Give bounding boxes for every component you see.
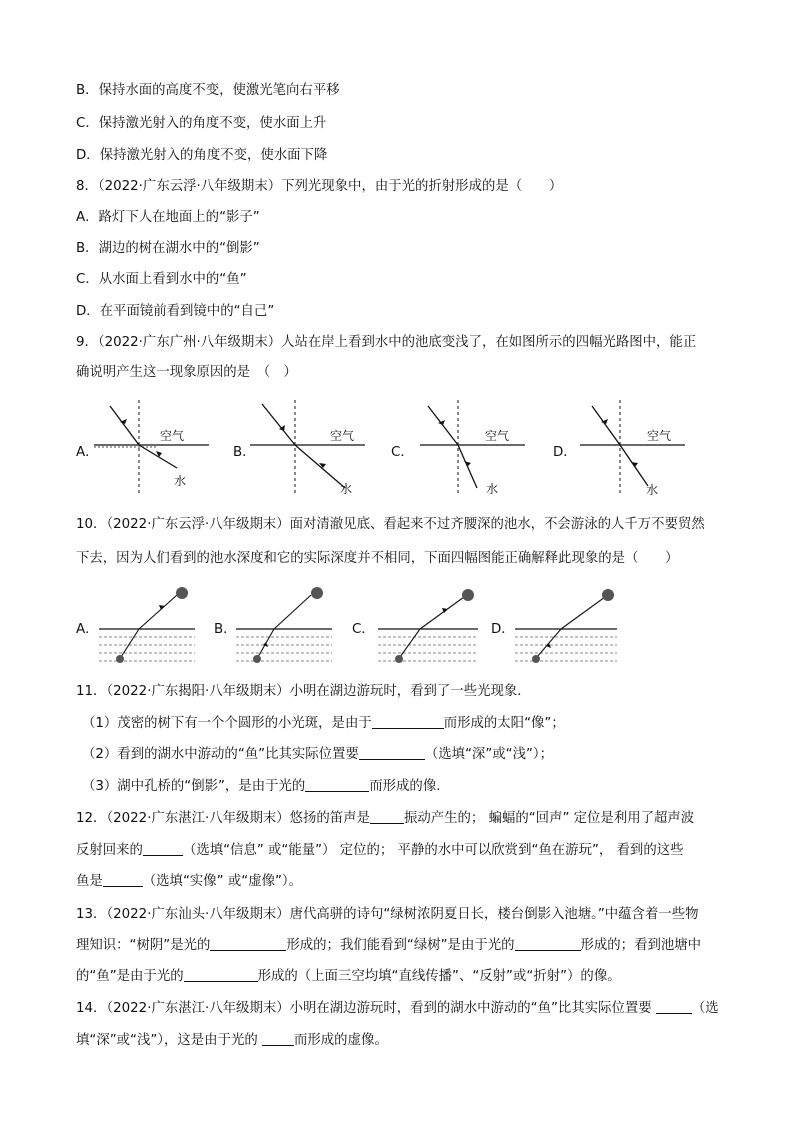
q9-stem-line1: 9．（2022·广东广州·八年级期末）人站在岸上看到水中的池底变浅了，在如图所示的四幅光路图中，能正 [76,335,697,350]
q14-line1-text-b: （选 [691,1001,719,1016]
q9-stem-line2: 确说明产生这一现象原因的是 （ ） [76,365,297,380]
q10-diagram-a [99,585,195,669]
q14-blank-2[interactable] [262,1031,294,1046]
q14-blank-1[interactable] [656,999,692,1014]
q14-line2 [76,1031,726,1051]
q13-line2 [76,936,726,956]
q13-line2-text-a: 理知识：“树阴”是光的 [76,938,211,953]
q11-part1 [82,714,732,734]
q8-option-b: B．湖边的树在湖水中的“倒影” [76,241,260,256]
q9-diagram-a [94,400,214,496]
q11-part1-text-b: 而形成的太阳“像”； [443,716,565,731]
q10-diagram-c [378,585,478,669]
q14-line1 [76,999,726,1019]
q13-blank-2[interactable] [515,936,581,951]
q12-line2-text-a: 反射回来的 [76,843,143,858]
q12-line3-text-a: 鱼是 [76,874,103,889]
q10-label-a: A． [76,622,99,637]
q14-line1-text-a: 14．（2022·广东湛江·八年级期末）小明在湖边游玩时，看到的湖水中游动的“鱼”比其实际位置要 [76,1001,652,1016]
q12-blank-2[interactable] [143,841,183,856]
q10-stem-line2: 下去，因为人们看到的池水深度和它的实际深度并不相同，下面四幅图能正确解释此现象的是（ ） [76,551,679,566]
q11-part2 [82,745,732,765]
q13-line1: 13．（2022·广东汕头·八年级期末）唐代高骈的诗句“绿树浓阴夏日长，楼台倒影入池塘。”中蕴含着一些物 [76,907,699,922]
q9-air-label-c: 空气 [485,429,510,443]
q9-air-label-b: 空气 [330,429,355,443]
q9-diagram-d [570,400,690,496]
q10-label-c: C． [352,622,375,637]
q10-label-d: D． [491,622,515,637]
q10-stem-line1: 10．（2022·广东云浮·八年级期末）面对清澈见底、看起来不过齐腰深的池水，不会游泳的人千万不要贸然 [76,517,705,532]
q9-diagram-c [410,400,530,496]
q11-part1-text-a: （1）茂密的树下有一个个圆形的小光斑，是由于 [82,716,372,731]
q9-air-label-d: 空气 [647,429,672,443]
q8-option-a: A．路灯下人在地面上的“影子” [76,210,260,225]
q13-blank-3[interactable] [184,967,258,982]
q8-stem: 8．（2022·广东云浮·八年级期末）下列光现象中，由于光的折射形成的是（ ） [76,179,563,194]
q11-blank-1[interactable] [372,714,444,729]
q11-part3 [82,777,732,797]
q11-blank-2[interactable] [359,745,425,760]
q10-diagram-d [515,585,617,669]
q9-water-label-d: 水 [646,483,659,497]
q9-label-a: A． [76,445,99,460]
q9-label-c: C． [391,445,414,460]
q12-line1-text-b: 振动产生的； 蝙蝠的“回声” 定位是利用了超声波 [403,811,695,826]
q13-line3-text-a: 的“鱼”是由于光的 [76,969,184,984]
q12-line2 [76,841,726,861]
q13-line3 [76,967,726,987]
q11-part2-text-a: （2）看到的湖水中游动的“鱼”比其实际位置要 [82,747,359,762]
q11-part3-text-b: 而形成的像. [369,779,441,794]
q12-line1-text-a: 12．（2022·广东湛江·八年级期末）悠扬的笛声是 [76,811,370,826]
q9-label-b: B． [233,445,256,460]
q8-option-d: D．在平面镜前看到镜中的“自己” [76,304,275,319]
q12-blank-1[interactable] [370,809,404,824]
q11-part3-text-a: （3）湖中孔桥的“倒影”，是由于光的 [82,779,306,794]
q8-option-c: C．从水面上看到水中的“鱼” [76,272,247,287]
q14-line2-text-a: 填“深”或“浅”），这是由于光的 [76,1033,258,1048]
q13-blank-1[interactable] [210,936,286,951]
q13-line2-text-c: 形成的；看到池塘中 [580,938,702,953]
q7-option-c: C．保持激光射入的角度不变，使水面上升 [76,116,327,131]
q13-line3-text-b: 形成的（上面三空均填“直线传播”、“反射”或“折射”）的像。 [257,969,621,984]
q11-part2-text-b: （选填“深”或“浅”）； [424,747,554,762]
q13-line2-text-b: 形成的；我们能看到“绿树”是由于光的 [286,938,515,953]
q12-line3-text-b: （选填“实像” 或“虚像”）。 [142,874,302,889]
q10-diagram-b [236,585,332,669]
q11-stem: 11．（2022·广东揭阳·八年级期末）小明在湖边游玩时，看到了一些光现象． [76,684,531,699]
q7-option-b: B．保持水面的高度不变，使激光笔向右平移 [76,83,340,98]
q9-label-d: D． [553,445,577,460]
q11-blank-3[interactable] [305,777,369,792]
q12-line1 [76,809,726,829]
q9-water-label-a: 水 [174,474,187,488]
q7-option-d: D．保持激光射入的角度不变，使水面下降 [76,148,328,163]
q14-line2-text-b: 而形成的虚像。 [294,1033,388,1048]
q9-water-label-c: 水 [486,482,499,496]
q10-label-b: B． [214,622,237,637]
q12-line3 [76,872,726,892]
q9-water-label-b: 水 [340,482,353,496]
q12-line2-text-b: （选填“信息” 或“能量”） 定位的； 平静的水中可以欣赏到“鱼在游玩”， 看到的这些 [182,843,684,858]
q12-blank-3[interactable] [103,872,143,887]
q9-air-label-a: 空气 [160,429,185,443]
